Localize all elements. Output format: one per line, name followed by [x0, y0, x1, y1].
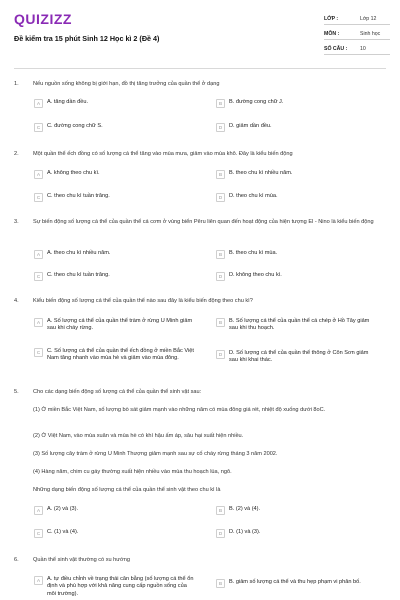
meta-class-value: Lớp 12 — [360, 16, 377, 22]
option-letter-box: D — [216, 193, 225, 202]
option-text: A. theo chu kì nhiều năm. — [47, 250, 111, 256]
question-text: Cho các dạng biến động số lượng cá thể của quần thể sinh vật sau: — [33, 389, 202, 395]
statement-4: (4) Hàng năm, chim cu gáy thường xuất hiện nhiều vào mùa thu hoạch lúa, ngô. — [33, 469, 232, 475]
worksheet-header — [0, 0, 400, 66]
option-letter-box: B — [216, 318, 225, 327]
question-number: 6. — [14, 557, 19, 563]
option-text: B. theo chu kì nhiều năm. — [229, 170, 293, 176]
question-text: Quần thể sinh vật thường có xu hướng — [33, 557, 130, 563]
option-text: A. Số lượng cá thể của quần thể tràm ở rừng U Minh giảm sau khi cháy rừng. — [47, 318, 193, 332]
header-divider — [14, 68, 386, 69]
question-text: Một quần thể ếch đồng có số lượng cá thể tăng vào mùa mưa, giảm vào mùa khô. Đây là kiểu biến động — [33, 151, 293, 157]
meta-count-value: 10 — [360, 46, 366, 52]
meta-class-label: LỚP : — [324, 16, 339, 22]
meta-count-label: SỐ CÂU : — [324, 46, 348, 52]
option-text: C. (1) và (4). — [47, 529, 79, 535]
meta-subject-value: Sinh học — [360, 31, 381, 37]
option-letter-box: B — [216, 579, 225, 588]
statement-2: (2) Ở Việt Nam, vào mùa xuân và mùa hè có khí hậu ấm áp, sâu hại xuất hiện nhiều. — [33, 433, 244, 439]
option-text: A. không theo chu kì. — [47, 170, 100, 176]
option-text: D. theo chu kì mùa. — [229, 193, 278, 199]
question-text: Sự biến động số lượng cá thể của quần thể cá cơm ở vùng biển Pêru liên quan đến hoạt động của hiện tượng El - Nino là kiểu biến động — [33, 219, 374, 225]
option-text: C. theo chu kì tuần trăng. — [47, 193, 110, 199]
meta-divider — [324, 39, 390, 40]
option-text: A. tự điều chỉnh về trạng thái cân bằng (số lượng cá thể ổn định và phù hợp với khả năng cung cấp nguồn sống của môi trường). — [47, 576, 194, 597]
option-text: A. tăng dần đều. — [47, 99, 89, 105]
option-letter-box: D — [216, 350, 225, 359]
question-text: Nếu nguồn sống không bị giới hạn, đồ thị tăng trưởng của quần thể ở dạng — [33, 81, 220, 87]
statement-3: (3) Số lượng cây tràm ở rừng U Minh Thượng giảm mạnh sau sự cố cháy rừng tháng 3 năm 2002. — [33, 451, 278, 457]
option-letter-box: C — [34, 529, 43, 538]
option-text: B. (2) và (4). — [229, 506, 261, 512]
quizizz-logo: QUIZIZZ — [14, 11, 72, 27]
question-text: Kiểu biến động số lượng cá thể của quần thể nào sau đây là kiểu biến động theo chu kì? — [33, 298, 253, 304]
option-letter-box: A — [34, 506, 43, 515]
option-letter-box: D — [216, 123, 225, 132]
option-letter-box: D — [216, 529, 225, 538]
question-number: 4. — [14, 298, 19, 304]
option-letter-box: C — [34, 272, 43, 281]
option-text: B. giảm số lượng cá thể và thu hẹp phạm vi phân bố. — [229, 579, 361, 585]
option-text: B. theo chu kì mùa. — [229, 250, 278, 256]
option-letter-box: A — [34, 250, 43, 259]
option-letter-box: A — [34, 170, 43, 179]
question-number: 1. — [14, 81, 19, 87]
option-letter-box: B — [216, 170, 225, 179]
option-letter-box: C — [34, 123, 43, 132]
meta-divider — [324, 54, 390, 55]
option-letter-box: D — [216, 272, 225, 281]
option-text: C. theo chu kì tuần trăng. — [47, 272, 110, 278]
option-letter-box: B — [216, 506, 225, 515]
option-letter-box: A — [34, 99, 43, 108]
option-letter-box: B — [216, 99, 225, 108]
option-letter-box: C — [34, 348, 43, 357]
meta-subject-label: MÔN : — [324, 31, 340, 37]
option-text: B. Số lượng cá thể của quần thể cá chép ở Hồ Tây giảm sau khi thu hoạch. — [229, 318, 370, 332]
statement-1: (1) Ở miền Bắc Việt Nam, số lượng bò sát giảm mạnh vào những năm có mùa đông giá rét, nhiệt độ xuống dưới 8oC. — [33, 407, 326, 413]
option-letter-box: A — [34, 318, 43, 327]
meta-divider — [324, 24, 390, 25]
question-number: 2. — [14, 151, 19, 157]
option-letter-box: C — [34, 193, 43, 202]
option-letter-box: A — [34, 576, 43, 585]
option-text: D. Số lượng cá thể của quần thể thông ở Côn Sơn giảm sau khi khai thác. — [229, 350, 369, 364]
question-prompt: Những dạng biến động số lượng cá thể của quần thể sinh vật theo chu kì là — [33, 487, 221, 493]
option-letter-box: B — [216, 250, 225, 259]
option-text: D. giảm dần đều. — [229, 123, 272, 129]
option-text: C. đường cong chữ S. — [47, 123, 103, 129]
question-number: 5. — [14, 389, 19, 395]
option-text: D. không theo chu kì. — [229, 272, 282, 278]
option-text: D. (1) và (3). — [229, 529, 261, 535]
option-text: B. đường cong chữ J. — [229, 99, 284, 105]
worksheet-title: Đề kiểm tra 15 phút Sinh 12 Học kì 2 (Đề 4) — [14, 34, 160, 43]
option-text: A. (2) và (3). — [47, 506, 79, 512]
question-number: 3. — [14, 219, 19, 225]
option-text: C. Số lượng cá thể của quần thể ếch đồng ở miền Bắc Việt Nam tăng nhanh vào mùa hè và giảm vào mùa đông. — [47, 348, 194, 362]
